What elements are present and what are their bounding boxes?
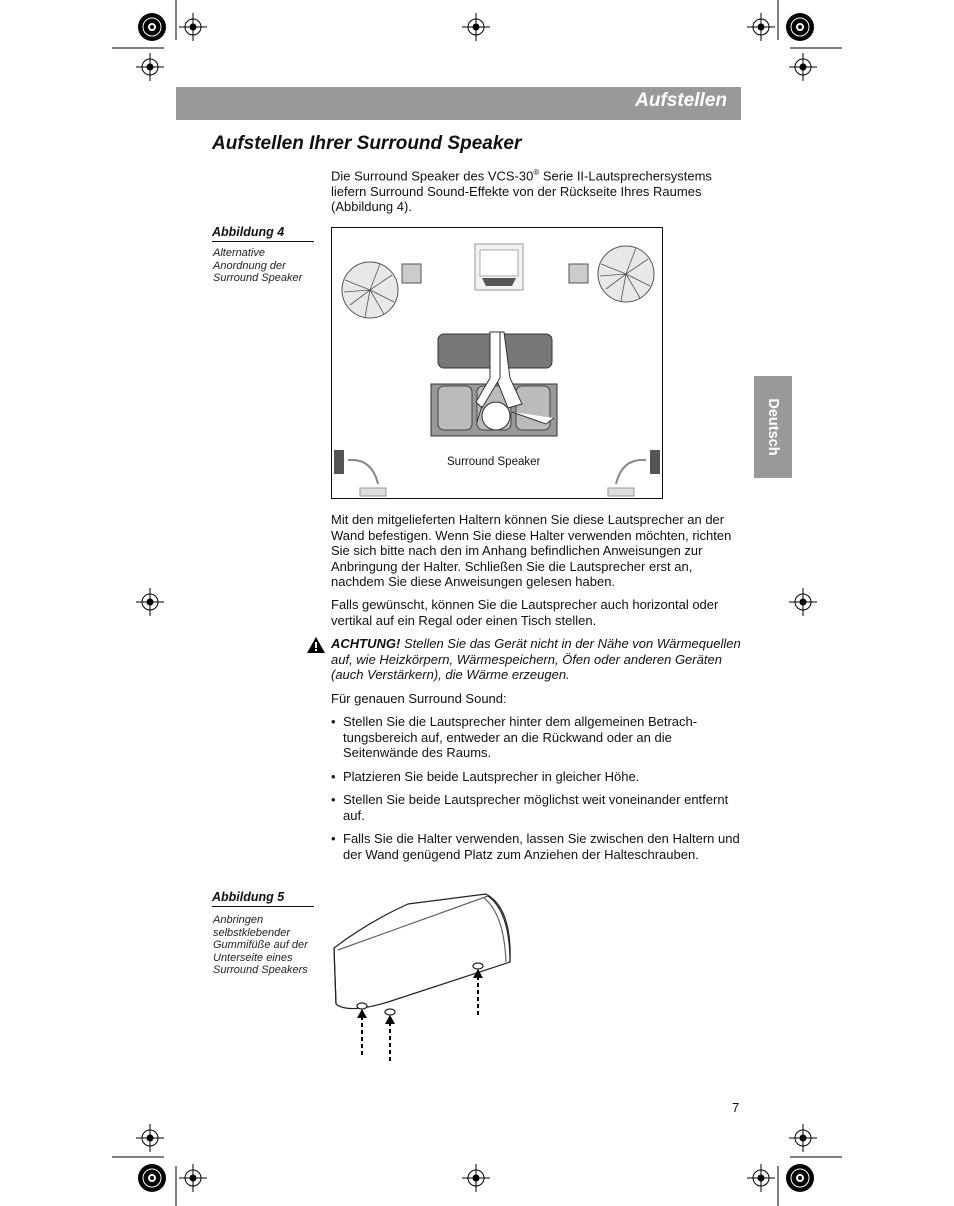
tv [480,250,518,276]
list-item: • Stellen Sie beide Lautsprecher möglichst weit voneinander entfernt auf. [331,792,743,823]
list-item: • Falls Sie die Halter verwenden, lassen Sie zwischen den Haltern und der Wand genügend Platz zum Anziehen der Halteschrauben. [331,831,743,862]
plant-left [342,262,398,318]
figure4-caption: Alternative Anordnung der Surround Speaker [213,247,303,284]
warning-paragraph [331,636,743,683]
speaker-alt-right [608,488,634,496]
speaker-alt-left [360,488,386,496]
list-item: • Platzieren Sie beide Lautsprecher in gleicher Höhe. [331,769,743,785]
speaker-front-right [569,264,588,283]
arrow-left [348,460,378,484]
plant-right [598,246,654,302]
intro-text-3: (Abbildung 4). [331,199,412,215]
figure4-diagram [331,227,663,499]
registered-mark: ® [533,168,540,177]
para-mounting: Mit den mitgelieferten Haltern können Sie diese Lautsprecher an der Wand befestigen. Wenn Sie diese Halter verwenden möchten, richten Sie sich bitte nach den im Anhang befindlichen Anweisungen zur Anbringung der Halter. Schließen Sie die Lautsprecher erst an, nachdem Sie diese Anweisungen gelesen haben. [331,512,732,589]
speaker-rear-right [650,450,660,474]
para-surround-intro: Für genauen Surround Sound: [331,691,507,706]
speaker-front-left [402,264,421,283]
intro-text-rest: Serie II-Lautsprechersystems [539,168,712,184]
intro-text-2: liefern Surround Sound-Effekte von der Rückseite Ihres Raumes [331,183,702,199]
center-speaker [482,278,516,286]
header-title: Aufstellen [635,90,727,111]
speaker-underside-illustration [328,892,518,1062]
arrow-right [616,460,646,484]
speaker-rear-left [334,450,344,474]
bullet-list [331,714,743,870]
language-tab-label: Deutsch [765,398,781,456]
figure5-label: Abbildung 5 [212,890,314,907]
header-bar [176,87,741,120]
section-title: Aufstellen Ihrer Surround Speaker [212,133,522,154]
warning-text: Stellen Sie das Gerät nicht in der Nähe von Wärmequellen auf, wie Heizkörpern, Wärmespeichern, Öfen oder anderen Geräten (auch Verstärkern), die Wärme erzeugen. [331,636,741,682]
surround-speaker-label: Surround Speaker [447,456,541,468]
warning-icon [306,636,326,654]
list-item: • Stellen Sie die Lautsprecher hinter dem allgemeinen Betrach-tungsbereich auf, entweder an die Rückwand oder an die Seitenwände des Raums. [331,714,743,761]
intro-paragraph [331,165,743,215]
page-number: 7 [732,1100,740,1115]
intro-text: Die Surround Speaker des VCS-30 [331,168,534,184]
figure5-caption: Anbringen selbstklebender Gummifüße auf der Unterseite eines Surround Speakers [213,914,308,976]
para-placement: Falls gewünscht, können Sie die Lautsprecher auch horizontal oder vertikal auf ein Regal oder einen Tisch stellen. [331,597,719,628]
language-tab [754,376,792,478]
figure4-label: Abbildung 4 [212,225,314,242]
warning-label: ACHTUNG! [331,636,401,651]
